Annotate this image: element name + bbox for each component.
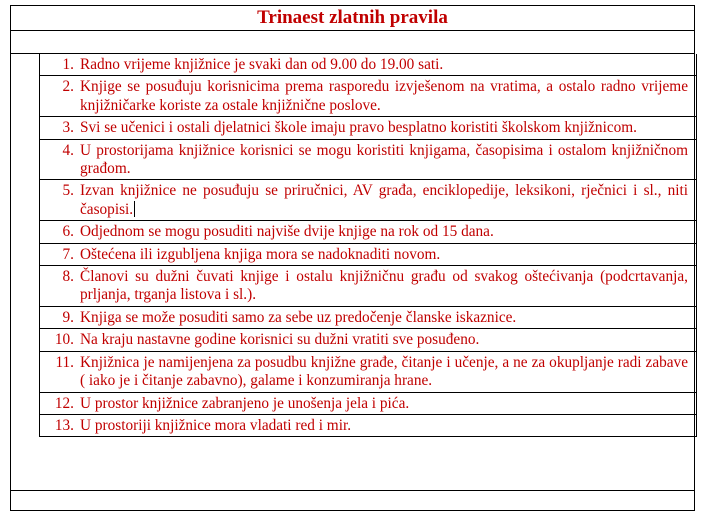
table-title[interactable]: Trinaest zlatnih pravila <box>11 6 694 31</box>
rule-number: 2. <box>62 78 74 96</box>
rule-text: Knjiga se može posuditi samo za sebe uz predočenje članske iskaznice. <box>80 308 517 326</box>
rule-row-4[interactable] <box>40 140 696 181</box>
rule-text: Svi se učenici i ostali djelatnici škole imaju pravo besplatno koristiti školskom knjižnicom. <box>80 119 637 137</box>
rule-number: 6. <box>62 223 74 241</box>
rule-row-7[interactable] <box>40 244 696 266</box>
rule-row-3[interactable] <box>40 117 696 139</box>
rule-number: 1. <box>62 56 74 73</box>
empty-row-top[interactable] <box>11 31 694 54</box>
rule-text: U prostor knjižnice zabranjeno je unošenja jela i pića. <box>80 394 410 412</box>
rule-number: 10. <box>54 331 74 349</box>
rule-row-5[interactable] <box>40 180 696 221</box>
rule-text: Odjednom se mogu posuditi najviše dvije knjige na rok od 15 dana. <box>80 223 494 241</box>
rule-row-9[interactable] <box>40 307 696 329</box>
rule-number: 7. <box>62 245 74 263</box>
rule-number: 4. <box>62 141 74 159</box>
rule-text: Oštećena ili izgubljena knjiga mora se nadoknaditi novom. <box>80 245 441 263</box>
rule-number: 9. <box>62 308 74 326</box>
rule-row-11[interactable] <box>40 352 696 393</box>
rule-text: Članovi su dužni čuvati knjige i ostalu knjižničnu građu od svakog oštećivanja (podcrtavanja, prljanja, trganja listova i sl.). <box>80 268 688 304</box>
text-cursor <box>134 201 135 217</box>
rule-number: 8. <box>62 268 74 286</box>
rules-list <box>39 54 697 437</box>
rule-text: Radno vrijeme knjižnice je svaki dan od 9.00 do 19.00 sati. <box>80 56 444 73</box>
rule-row-12[interactable] <box>40 393 696 415</box>
rule-row-10[interactable] <box>40 329 696 351</box>
rule-row-6[interactable] <box>40 221 696 243</box>
empty-row-bottom[interactable] <box>11 490 694 512</box>
rule-text: Knjige se posuđuju korisnicima prema rasporedu izvješenom na vratima, a ostalo radno vrijeme knjižničarke koriste za ostale knjižnične poslove. <box>80 78 688 114</box>
rule-text: U prostoriji knjižnice mora vladati red i mir. <box>80 416 352 434</box>
rule-text: Izvan knjižnice ne posuđuju se priručnici, AV građa, enciklopedije, leksikoni, rječnici i sl., niti časopisi. <box>80 182 688 218</box>
rule-row-8[interactable] <box>40 266 696 307</box>
rule-row-13[interactable] <box>40 415 696 437</box>
rule-number: 12. <box>54 394 74 412</box>
rule-number: 5. <box>62 182 74 200</box>
rule-text: U prostorijama knjižnice korisnici se mogu koristiti knjigama, časopisima i ostalom knjižničnom građom. <box>80 141 688 178</box>
rule-row-2[interactable] <box>40 76 696 117</box>
rule-number: 3. <box>62 119 74 137</box>
rule-number: 13. <box>54 416 74 434</box>
rule-text: Na kraju nastavne godine korisnici su dužni vratiti sve posuđeno. <box>80 331 480 349</box>
rule-row-1[interactable] <box>40 54 696 76</box>
rule-text: Knjižnica je namijenjena za posudbu knjižne građe, čitanje i učenje, a ne za okupljanje radi zabave ( iako je i čitanje zabavno), galame i konzumiranja hrane. <box>80 353 688 390</box>
rule-number: 11. <box>55 353 74 371</box>
rules-table <box>10 5 695 511</box>
